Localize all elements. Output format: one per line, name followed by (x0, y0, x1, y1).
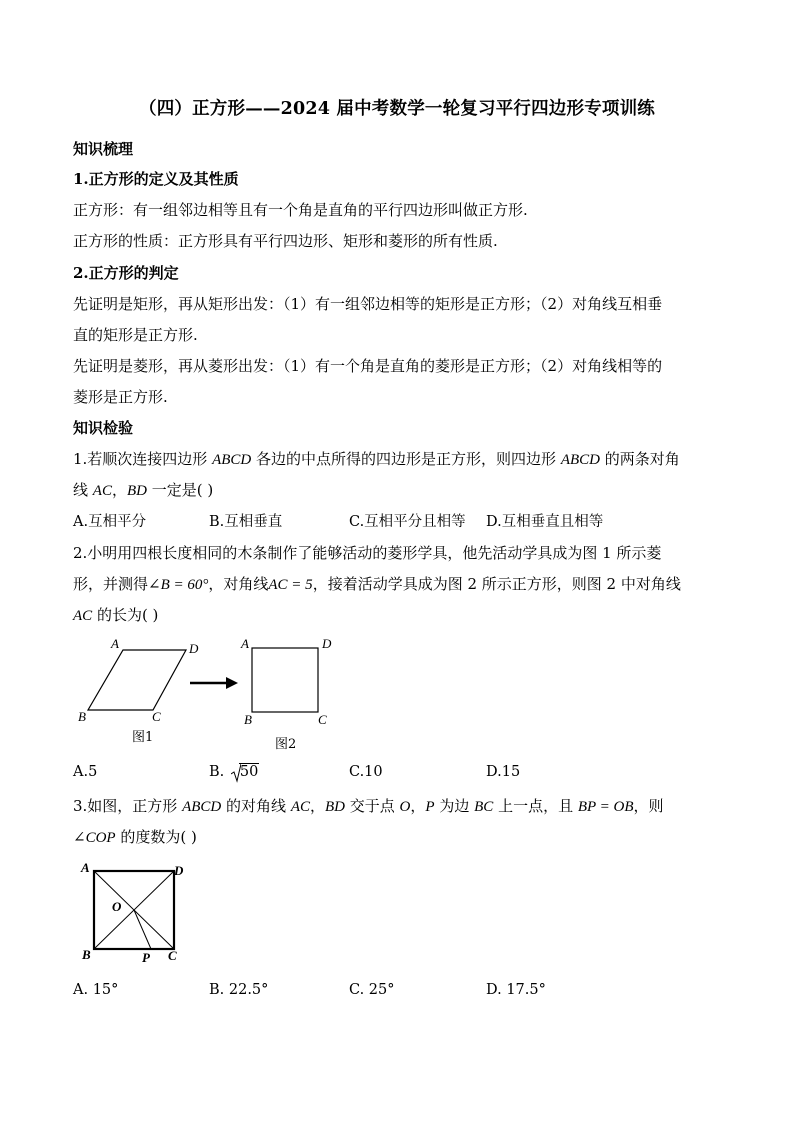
question-2-line-3: AC 的长为( ) (73, 606, 159, 624)
sqrt-expression: 50 (231, 764, 259, 780)
question-2-option-b[interactable]: B. 50 (209, 764, 259, 780)
label-p: P (142, 950, 150, 965)
question-2-line-2: 形，并测得∠B = 60°，对角线AC = 5，接着活动学具成为图 2 所示正方形，则图 2 中对角线 (73, 575, 681, 593)
question-1-option-a[interactable]: A.互相平分 (73, 514, 147, 530)
heading-definition: 1.正方形的定义及其性质 (73, 170, 239, 188)
label-b: B (82, 947, 91, 962)
question-2-option-a[interactable]: A.5 (73, 764, 98, 780)
page-title: （四）正方形——2024 届中考数学一轮复习平行四边形专项训练 (139, 99, 655, 119)
question-1-option-c[interactable]: C.互相平分且相等 (349, 514, 466, 530)
question-3-option-a[interactable]: A. 15° (73, 982, 119, 998)
label-a: A (81, 860, 90, 875)
label-o: O (112, 899, 122, 914)
label-c: C (152, 709, 161, 724)
figure-2-square (238, 632, 338, 732)
judgement-1-line-2: 直的矩形是正方形. (73, 326, 198, 344)
figure-1-caption: 图1 (132, 730, 154, 745)
square-shape (252, 648, 318, 712)
figure-2-caption: 图2 (275, 737, 297, 752)
question-3-line-2: ∠COP 的度数为( ) (73, 828, 197, 846)
question-1-option-d[interactable]: D.互相垂直且相等 (486, 514, 604, 530)
question-1-line-2: 线 AC，BD 一定是( ) (73, 481, 214, 499)
sqrt-sign-icon (231, 763, 241, 783)
question-2-option-d[interactable]: D.15 (486, 764, 521, 780)
rhombus-shape (88, 650, 186, 710)
question-3-option-d[interactable]: D. 17.5° (486, 982, 546, 998)
figure-3-square-diagonals (76, 858, 188, 966)
judgement-1-line-1: 先证明是矩形，再从矩形出发：（1）有一组邻边相等的矩形是正方形；（2）对角线互相垂 (73, 295, 663, 313)
question-3-line-1: 3.如图，正方形 ABCD 的对角线 AC，BD 交于点 O，P 为边 BC 上一点，且 BP = OB，则 (73, 797, 664, 815)
judgement-2-line-2: 菱形是正方形. (73, 388, 168, 406)
question-1-line-1: 1.若顺次连接四边形 ABCD 各边的中点所得的四边形是正方形，则四边形 ABCD 的两条对角 (73, 450, 680, 468)
question-2-line-1: 2.小明用四根长度相同的木条制作了能够活动的菱形学具，他先活动学具成为图 1 所示菱 (73, 544, 662, 562)
label-d: D (322, 636, 332, 651)
question-3-option-c[interactable]: C. 25° (349, 982, 395, 998)
judgement-2-line-1: 先证明是菱形，再从菱形出发：（1）有一个角是直角的菱形是正方形；（2）对角线相等的 (73, 357, 663, 375)
segment-op (134, 910, 151, 949)
label-a: A (241, 636, 249, 651)
label-b: B (244, 712, 252, 727)
section-heading-review: 知识梳理 (73, 140, 134, 158)
label-a: A (111, 636, 119, 651)
question-3-option-b[interactable]: B. 22.5° (209, 982, 269, 998)
question-1-option-b[interactable]: B.互相垂直 (209, 514, 283, 530)
right-arrow-icon (188, 675, 240, 691)
definition-text: 正方形：有一组邻边相等且有一个角是直角的平行四边形叫做正方形. (73, 201, 528, 219)
label-d: D (174, 863, 184, 878)
label-c: C (318, 712, 327, 727)
label-c: C (168, 948, 177, 963)
property-text: 正方形的性质：正方形具有平行四边形、矩形和菱形的所有性质. (73, 232, 498, 250)
question-2-option-c[interactable]: C.10 (349, 764, 383, 780)
label-b: B (78, 709, 86, 724)
section-heading-check: 知识检验 (73, 419, 134, 437)
heading-judgement: 2.正方形的判定 (73, 264, 179, 282)
label-d: D (189, 641, 199, 656)
